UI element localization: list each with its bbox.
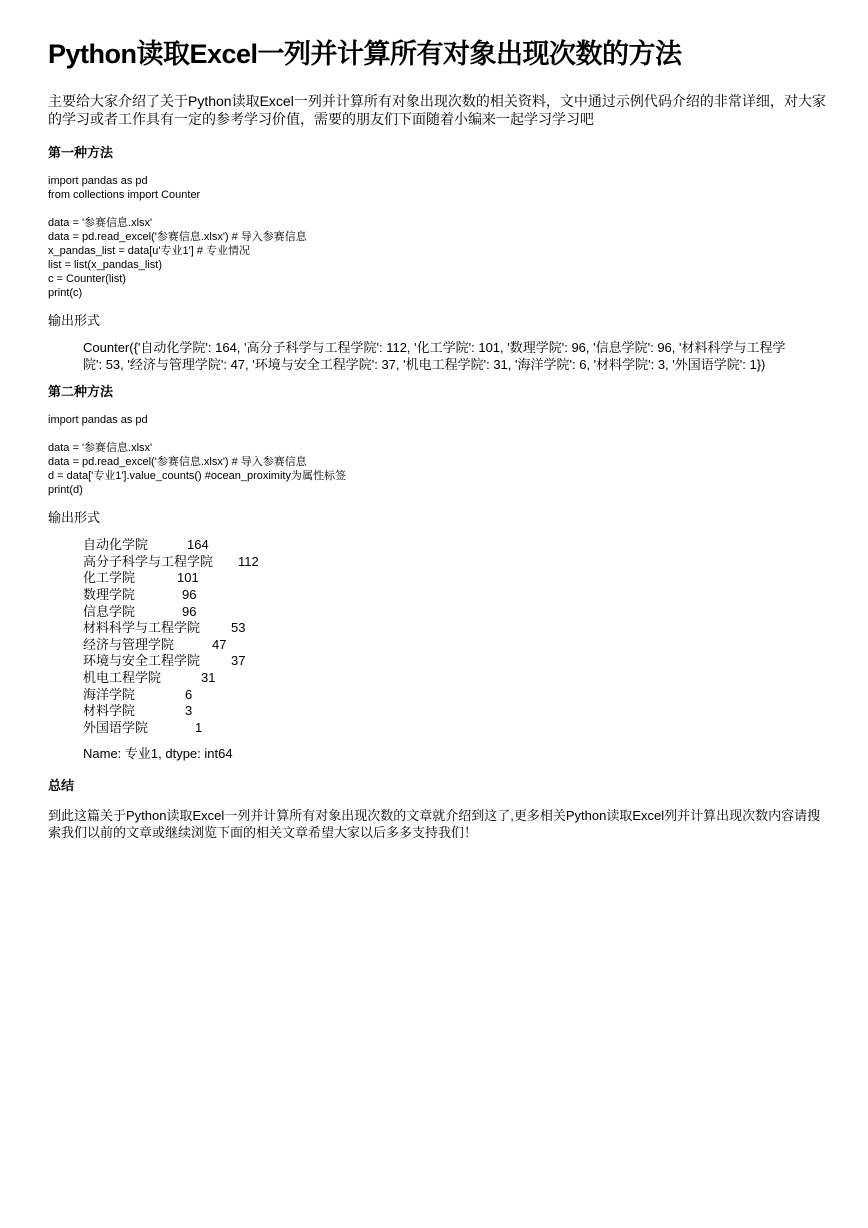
method2-code-block: import pandas as pd data = '参赛信息.xlsx' data = pd.read_excel('参赛信息.xlsx') # 导入参赛信息 d = data['专业1'].value_counts() #ocean_proximity为属性标签 print(d) xyxy=(48,414,346,497)
count-value: 3 xyxy=(185,703,193,719)
count-value: 6 xyxy=(185,686,193,702)
summary-paragraph: 到此这篇关于Python读取Excel一列并计算所有对象出现次数的文章就介绍到这了,更多相关Python读取Excel列并计算出现次数内容请搜索我们以前的文章或继续浏览下面的相关文章希望大家以后多多支持我们！ xyxy=(48,807,821,840)
count-value: 96 xyxy=(182,603,197,619)
count-name: 外国语学院 xyxy=(83,719,149,735)
count-row xyxy=(83,587,828,604)
method2-heading: 第二种方法 xyxy=(48,384,114,400)
count-row xyxy=(83,554,828,571)
count-value: 101 xyxy=(177,570,199,586)
count-value: 31 xyxy=(201,669,216,685)
count-name: 高分子科学与工程学院 xyxy=(83,553,214,569)
dtype-line: Name: 专业1, dtype: int64 xyxy=(83,746,233,762)
count-name: 材料科学与工程学院 xyxy=(83,620,201,636)
count-value: 37 xyxy=(231,653,246,669)
intro-paragraph: 主要给大家介绍了关于Python读取Excel一列并计算所有对象出现次数的相关资料，文中通过示例代码介绍的非常详细，对大家的学习或者工作具有一定的参考学习价值，需要的朋友们下面随着小编来一起学习学习吧 xyxy=(48,93,826,127)
count-row xyxy=(83,720,828,737)
count-name: 数理学院 xyxy=(83,586,136,602)
count-row xyxy=(83,537,828,554)
count-row xyxy=(83,687,828,704)
count-row xyxy=(83,604,828,621)
count-name: 自动化学院 xyxy=(83,537,149,553)
count-value: 53 xyxy=(231,620,246,636)
count-row xyxy=(83,703,828,720)
count-value: 112 xyxy=(238,553,259,569)
count-name: 环境与安全工程学院 xyxy=(83,653,201,669)
method1-output-text: Counter({'自动化学院': 164, '高分子科学与工程学院': 112, '化工学院': 101, '数理学院': 96, '信息学院': 96, '材料科学与工程学院': 53, '经济与管理学院': 47, '环境与安全工程学院': 37, '机电工程学院': 31, '海洋学院': 6, '材料学院': 3, '外国语学院': 1}) xyxy=(83,340,786,372)
count-row xyxy=(83,620,828,637)
count-row xyxy=(83,653,828,670)
method2-output-label: 输出形式 xyxy=(48,510,101,526)
count-name: 信息学院 xyxy=(83,603,136,619)
document-page xyxy=(48,36,828,841)
summary-heading: 总结 xyxy=(48,777,75,793)
count-name: 海洋学院 xyxy=(83,686,136,702)
count-name: 机电工程学院 xyxy=(83,669,162,685)
method1-heading: 第一种方法 xyxy=(48,145,114,160)
count-row xyxy=(83,670,828,687)
count-value: 164 xyxy=(187,537,209,553)
count-name: 材料学院 xyxy=(83,703,136,719)
count-name: 经济与管理学院 xyxy=(83,636,175,652)
count-row xyxy=(83,637,828,654)
count-value: 1 xyxy=(195,719,203,735)
count-value: 96 xyxy=(182,586,197,602)
page-title: Python读取Excel一列并计算所有对象出现次数的方法 xyxy=(48,39,682,69)
value-counts-output xyxy=(83,537,828,736)
count-name: 化工学院 xyxy=(83,570,136,586)
count-value: 47 xyxy=(212,636,227,652)
method1-code-block: import pandas as pd from collections import Counter data = '参赛信息.xlsx' data = pd.read_excel('参赛信息.xlsx') # 导入参赛信息 x_pandas_list = data[u'专业1'] # 专业情况 list = list(x_pandas_list) c = Counter(list) print(c) xyxy=(48,175,307,299)
method1-output-label: 输出形式 xyxy=(48,313,101,328)
count-row xyxy=(83,570,828,587)
